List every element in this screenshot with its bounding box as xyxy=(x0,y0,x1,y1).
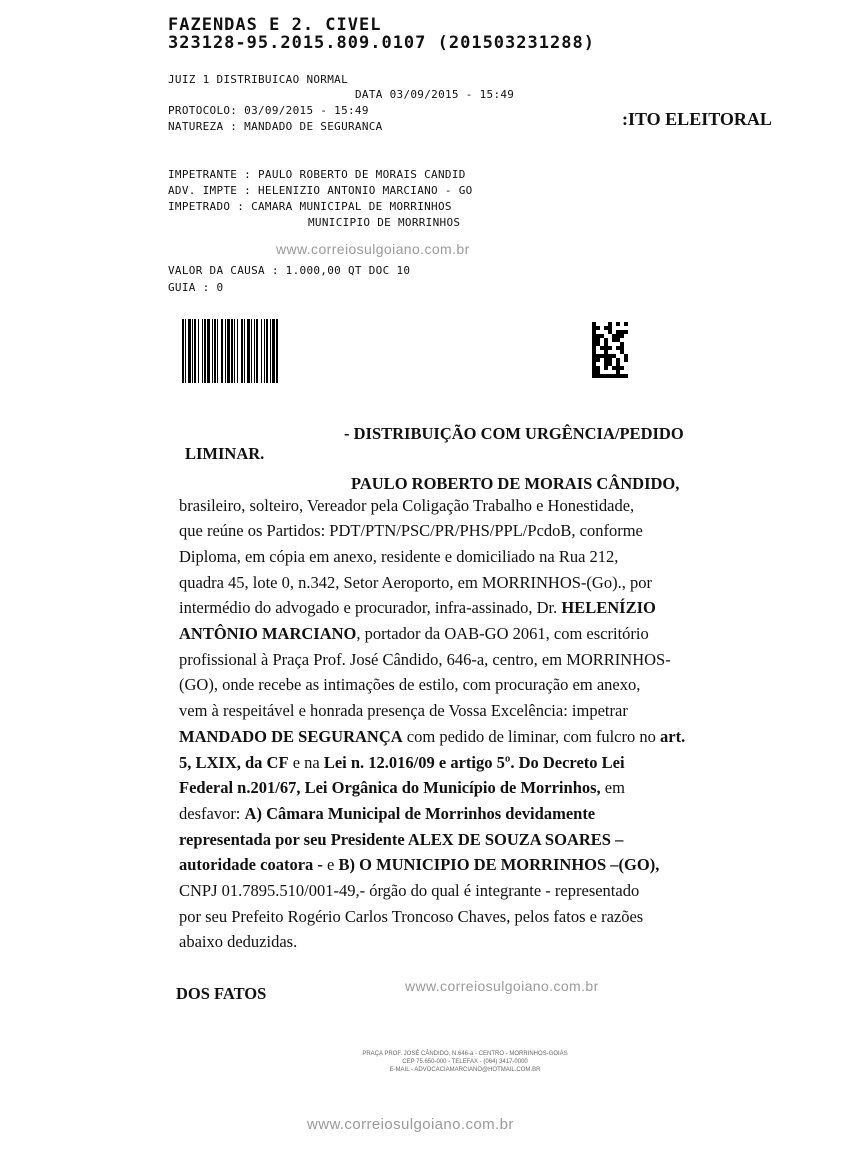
guia-line: GUIA : 0 xyxy=(168,281,224,294)
action-name: MANDADO DE SEGURANÇA xyxy=(179,727,403,746)
body-line xyxy=(179,801,595,827)
watermark-top: www.correiosulgoiano.com.br xyxy=(276,241,470,257)
body-line: Diploma, em cópia em anexo, residente e domiciliado na Rua 212, xyxy=(179,547,619,566)
barcode xyxy=(182,319,362,383)
qr-code xyxy=(592,322,628,378)
body-line: CNPJ 01.7895.510/001-49,- órgão do qual é integrante - representado xyxy=(179,881,640,900)
body-line: profissional à Praça Prof. José Cândido, 646-a, centro, em MORRINHOS- xyxy=(179,650,671,669)
body-text: e na xyxy=(288,753,324,772)
body-text: e xyxy=(322,855,339,874)
urgency-heading: - DISTRIBUIÇÃO COM URGÊNCIA/PEDIDO xyxy=(344,424,684,443)
legal-ref: Lei n. 12.016/09 e artigo 5º. Do Decreto Lei xyxy=(323,753,625,772)
body-line: abaixo deduzidas. xyxy=(179,932,298,951)
body-text: , portador da OAB-GO 2061, com escritório xyxy=(356,624,649,643)
footer xyxy=(300,1050,630,1074)
adv-line: ADV. IMPTE : HELENIZIO ANTONIO MARCIANO - GO xyxy=(168,184,473,197)
body-line xyxy=(179,852,659,878)
distribution-date: DATA 03/09/2015 - 15:49 xyxy=(355,88,515,101)
body-line xyxy=(179,775,625,801)
valor-line: VALOR DA CAUSA : 1.000,00 QT DOC 10 xyxy=(168,264,411,277)
body-line: quadra 45, lote 0, n.342, Setor Aeroporto, em MORRINHOS-(Go)., por xyxy=(179,573,652,592)
body-line xyxy=(179,724,685,750)
impetrante-line: IMPETRANTE : PAULO ROBERTO DE MORAIS CANDID xyxy=(168,168,466,181)
body-line: que reúne os Partidos: PDT/PTN/PSC/PR/PHS/PPL/PcdoB, conforme xyxy=(179,521,643,540)
legal-ref: Federal n.201/67, Lei Orgânica do Município de Morrinhos, xyxy=(179,778,601,797)
lawyer-name: ANTÔNIO MARCIANO xyxy=(179,624,357,643)
body-line: (GO), onde recebe as intimações de estilo, com procuração em anexo, xyxy=(179,675,641,694)
party-name: PAULO ROBERTO DE MORAIS CÂNDIDO, xyxy=(351,474,680,493)
body-line: representada por seu Presidente ALEX DE SOUZA SOARES – xyxy=(179,830,624,849)
court-name: FAZENDAS E 2. CIVEL xyxy=(168,15,382,35)
footer-address: PRAÇA PROF. JOSÉ CÂNDIDO, N.646-a - CENTRO - MORRINHOS-GOIÁS xyxy=(362,1051,568,1057)
body-text: desfavor: xyxy=(179,804,245,823)
watermark-middle: www.correiosulgoiano.com.br xyxy=(405,978,599,994)
natureza-line: NATUREZA : MANDADO DE SEGURANCA xyxy=(168,120,383,133)
protocolo-line: PROTOCOLO: 03/09/2015 - 15:49 xyxy=(168,104,369,117)
body-line: por seu Prefeito Rogério Carlos Troncoso Chaves, pelos fatos e razões xyxy=(179,907,644,926)
body-line xyxy=(179,750,625,776)
urgency-heading-cont: LIMINAR. xyxy=(185,444,265,463)
body-text: com pedido de liminar, com fulcro no xyxy=(402,727,660,746)
body-text: autoridade coatora - xyxy=(179,855,323,874)
impetrado-line-2: MUNICIPIO DE MORRINHOS xyxy=(308,216,461,229)
defendant-b: B) O MUNICIPIO DE MORRINHOS –(GO), xyxy=(338,855,660,874)
body-line xyxy=(179,621,649,647)
process-number: 323128-95.2015.809.0107 (201503231288) xyxy=(168,33,595,53)
stamp-fragment: :ITO ELEITORAL xyxy=(622,109,772,129)
section-title: DOS FATOS xyxy=(176,984,267,1003)
lawyer-name: HELENÍZIO xyxy=(561,598,656,617)
legal-ref: art. xyxy=(660,727,686,746)
body-line: brasileiro, solteiro, Vereador pela Coligação Trabalho e Honestidade, xyxy=(179,496,635,515)
watermark-bottom: www.correiosulgoiano.com.br xyxy=(307,1116,514,1133)
defendant-a: A) Câmara Municipal de Morrinhos devidamente xyxy=(244,804,596,823)
footer-email: E-MAIL - ADVOCACIAMARCIANO@HOTMAIL.COM.BR xyxy=(389,1067,541,1073)
body-line xyxy=(179,595,656,621)
body-text: intermédio do advogado e procurador, infra-assinado, Dr. xyxy=(179,598,562,617)
legal-ref: 5, LXIX, da CF xyxy=(179,753,289,772)
juiz-line: JUIZ 1 DISTRIBUICAO NORMAL xyxy=(168,73,348,86)
body-line: vem à respeitável e honrada presença de Vossa Excelência: impetrar xyxy=(179,701,628,720)
body-text: em xyxy=(600,778,625,797)
impetrado-line: IMPETRADO : CAMARA MUNICIPAL DE MORRINHOS xyxy=(168,200,452,213)
footer-phone: CEP 75.650-000 - TELEFAX - (064) 3417-0000 xyxy=(402,1059,528,1065)
